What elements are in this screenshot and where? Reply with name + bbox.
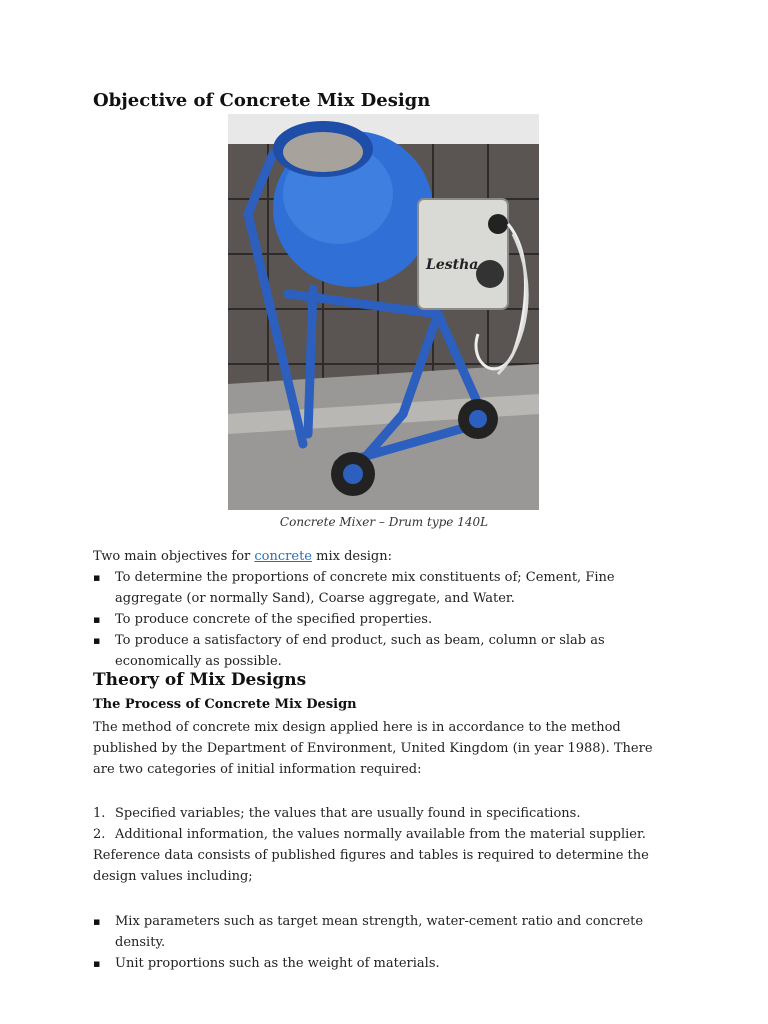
subsection-heading: The Process of Concrete Mix Design	[93, 697, 357, 712]
process-paragraph: The method of concrete mix design applied here is in accordance to the method published by the Department of Environment, United Kingdom (in year 1988). There are two categories of initial information required:	[93, 720, 653, 777]
list-item: ▪ Unit proportions such as the weight of materials.	[93, 953, 653, 974]
list-item: ▪ Mix parameters such as target mean strength, water-cement ratio and concrete density.	[93, 911, 653, 953]
list-item	[93, 803, 673, 824]
list-item: ▪ To produce a satisfactory of end product, such as beam, column or slab as economically as possible.	[93, 630, 653, 672]
design-values-list	[93, 911, 653, 974]
objectives-intro	[93, 546, 392, 567]
list-number: 1.	[93, 806, 106, 821]
figure-caption: Concrete Mixer – Drum type 140L	[279, 515, 489, 529]
list-item-text: Additional information, the values normally available from the material supplier.	[115, 827, 646, 842]
page-title: Objective of Concrete Mix Design	[93, 90, 431, 111]
list-item: ▪ To produce concrete of the specified properties.	[93, 609, 653, 630]
section-heading: Theory of Mix Designs	[93, 670, 307, 690]
objectives-list	[93, 567, 653, 672]
concrete-mixer-illustration	[228, 114, 539, 510]
list-item	[93, 824, 673, 845]
list-item-text: Specified variables; the values that are usually found in specifications.	[115, 806, 581, 821]
reference-paragraph: Reference data consists of published figures and tables is required to determine the design values including;	[93, 848, 649, 884]
concrete-link[interactable]: concrete	[254, 549, 312, 564]
categories-list	[93, 803, 673, 845]
concrete-mixer-photo	[228, 114, 539, 510]
brand-label: Lestha	[426, 257, 479, 273]
list-item: ▪ To determine the proportions of concrete mix constituents of; Cement, Fine aggregate (or normally Sand), Coarse aggregate, and Water.	[93, 567, 653, 609]
list-number: 2.	[93, 827, 106, 842]
intro-text-after: mix design:	[312, 549, 392, 564]
intro-text-before: Two main objectives for	[93, 549, 255, 564]
